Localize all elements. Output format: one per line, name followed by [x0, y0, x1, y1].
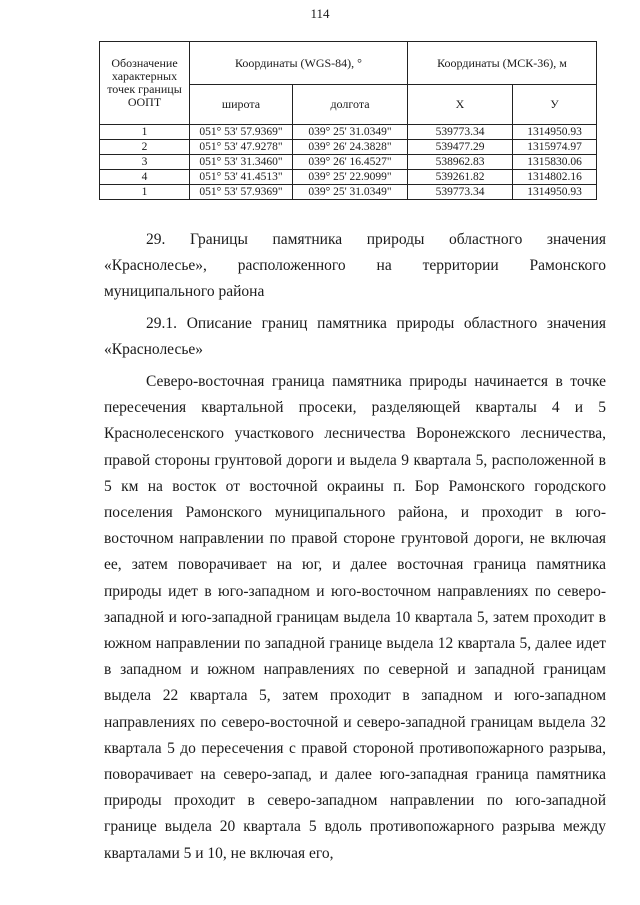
cell-x: 539773.34	[408, 125, 513, 140]
cell-longitude: 039° 26' 16.4527"	[293, 155, 408, 170]
header-msk36: Координаты (МСК-36), м	[408, 42, 597, 85]
cell-x: 539773.34	[408, 185, 513, 200]
coordinates-table	[99, 41, 597, 200]
cell-point: 3	[100, 155, 190, 170]
boundary-description: Северо-восточная граница памятника природы начинается в точке пересечения квартальной просеки, разделяющей кварталы 4 и 5 Краснолесенского участкового лесничества Воронежского лесничества, правой стороны грунтовой дороги и выдела 9 квартала 5, расположенной в 5 км на восток от восточной окраины п. Бор Рамонского городского поселения Рамонского муниципального района, и проходит в юго-восточном направлении по правой стороне грунтовой дороги, не включая ее, затем поворачивает на юг, и далее восточная граница памятника природы идет в юго-западном и юго-восточном направлениях по северо-западной и юго-западной границам выдела 10 квартала 5, затем проходит в южном направлении по западной границе выдела 12 квартала 5, далее идет в западном и южном направлениях по северной и западной границам выдела 22 квартала 5, затем проходит в западном и юго-западном направлениях по северо-восточной и северо-западной границам выдела 32 квартала 5 до пересечения с правой стороной противопожарного разрыва, поворачивает на северо-запад, и далее юго-западная граница памятника природы проходит в северо-западном направлении по юго-западной границе выдела 20 квартала 5 вдоль противопожарного разрыва между кварталами 5 и 10, не включая его,	[104, 373, 606, 862]
cell-y: 1314950.93	[513, 125, 597, 140]
cell-x: 539477.29	[408, 140, 513, 155]
cell-latitude: 051° 53' 47.9278"	[190, 140, 293, 155]
header-latitude: широта	[190, 85, 293, 125]
cell-latitude: 051° 53' 41.4513"	[190, 170, 293, 185]
table-row	[100, 140, 597, 155]
document-body	[104, 227, 606, 867]
cell-longitude: 039° 25' 31.0349"	[293, 125, 408, 140]
cell-y: 1314802.16	[513, 170, 597, 185]
header-point-designation: Обозначение характерных точек границы ООПТ	[100, 42, 190, 125]
cell-y: 1314950.93	[513, 185, 597, 200]
cell-latitude: 051° 53' 31.3460"	[190, 155, 293, 170]
cell-longitude: 039° 25' 31.0349"	[293, 185, 408, 200]
cell-point: 1	[100, 185, 190, 200]
cell-point: 1	[100, 125, 190, 140]
table-row	[100, 185, 597, 200]
table-row	[100, 155, 597, 170]
cell-longitude: 039° 25' 22.9099"	[293, 170, 408, 185]
cell-y: 1315830.06	[513, 155, 597, 170]
table-row	[100, 170, 597, 185]
cell-point: 2	[100, 140, 190, 155]
header-x: X	[408, 85, 513, 125]
header-longitude: долгота	[293, 85, 408, 125]
section-title: 29. Границы памятника природы областного значения «Краснолесье», расположенного на территории Рамонского муниципального района	[104, 231, 606, 301]
cell-longitude: 039° 26' 24.3828"	[293, 140, 408, 155]
cell-point: 4	[100, 170, 190, 185]
cell-x: 539261.82	[408, 170, 513, 185]
cell-x: 538962.83	[408, 155, 513, 170]
table-row	[100, 125, 597, 140]
header-y: У	[513, 85, 597, 125]
header-wgs84: Координаты (WGS-84), °	[190, 42, 408, 85]
subsection-title: 29.1. Описание границ памятника природы областного значения «Краснолесье»	[104, 314, 606, 358]
cell-y: 1315974.97	[513, 140, 597, 155]
page-number: 114	[310, 6, 330, 21]
cell-latitude: 051° 53' 57.9369"	[190, 185, 293, 200]
cell-latitude: 051° 53' 57.9369"	[190, 125, 293, 140]
